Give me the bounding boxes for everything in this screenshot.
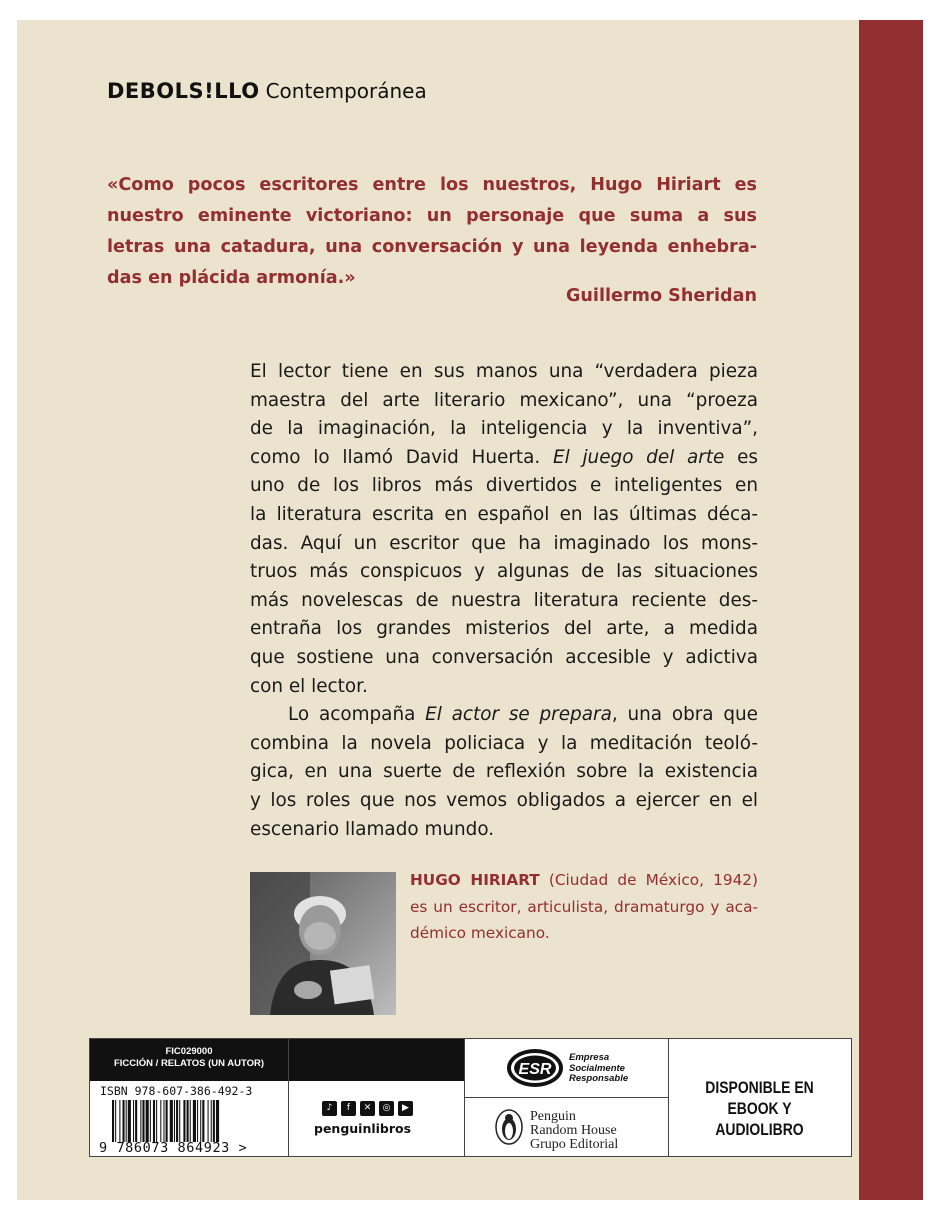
barcode-bar (202, 1100, 204, 1142)
barcode-bar (150, 1100, 151, 1142)
cover-footer (89, 1038, 852, 1157)
blurb-quote (107, 170, 757, 294)
barcode-bar (187, 1100, 189, 1142)
facebook-icon[interactable]: f (341, 1101, 356, 1116)
prh-line: Random House (530, 1123, 617, 1138)
synopsis-line: El lector tiene en sus manos una “verdadera pieza (250, 361, 758, 382)
publisher-logos (465, 1039, 669, 1156)
social-icons (322, 1101, 413, 1116)
barcode-bar (197, 1100, 198, 1142)
barcode-bar (128, 1100, 131, 1142)
collection-name: Contemporánea (265, 79, 427, 103)
youtube-icon[interactable]: ▶ (398, 1101, 413, 1116)
publisher-logo: DEBOLS!LLO (107, 79, 260, 103)
quote-line: das en plácida armonía.» (107, 268, 356, 288)
prh-wordmark (530, 1110, 618, 1152)
quote-author: Guillermo Sheridan (565, 286, 757, 306)
barcode-bar (160, 1100, 161, 1142)
quote-line: «Como pocos escritores entre los nuestros, Hugo Hiriart es (107, 175, 757, 195)
synopsis-line: que sostiene una conversación accesible y adictiva (250, 646, 758, 668)
barcode-bar (133, 1100, 134, 1142)
barcode-bar (200, 1100, 201, 1142)
isbn-text: ISBN 978-607-386-492-3 (100, 1084, 253, 1098)
author-name: HUGO HIRIART (410, 871, 540, 889)
barcode-bar (123, 1100, 125, 1142)
synopsis-text: es (724, 446, 759, 468)
book-title-italic: El actor se prepara (425, 704, 612, 726)
synopsis-line: la literatura escrita en español en las últimas déca- (250, 503, 758, 525)
barcode-bar (156, 1100, 157, 1142)
barcode-bar (179, 1100, 180, 1142)
quote-line: nuestro eminente victoriano: un personaje que suma a sus (107, 206, 757, 226)
barcode-bar (176, 1100, 178, 1142)
esr-line: Responsable (569, 1073, 629, 1084)
x-icon[interactable]: ✕ (360, 1101, 375, 1116)
category-label: FICCIÓN / RELATOS (UN AUTOR) (113, 1058, 265, 1069)
barcode-bar (126, 1100, 127, 1142)
barcode-bar (166, 1100, 168, 1142)
esr-line: Empresa (569, 1052, 610, 1063)
instagram-icon[interactable]: ◎ (379, 1101, 394, 1116)
synopsis-text: como lo llamó David Huerta. (250, 446, 553, 468)
barcode-bar (211, 1100, 212, 1142)
barcode-bar (142, 1100, 144, 1142)
quote-line: letras una catadura, una conversación y una leyenda enhebra- (107, 237, 757, 257)
esr-logo-icon (505, 1047, 565, 1089)
barcode-bar (163, 1100, 164, 1142)
availability-note (685, 1077, 833, 1140)
barcode-bar (115, 1100, 116, 1142)
synopsis-line: entraña los grandes misterios del arte, a medida (250, 618, 758, 640)
esr-label (569, 1053, 628, 1085)
category-code: FIC029000 (165, 1046, 213, 1057)
barcode-bar (153, 1100, 155, 1142)
spine-strip (859, 20, 923, 1200)
prh-line: Penguin (530, 1109, 576, 1124)
social-block (289, 1039, 465, 1156)
synopsis-line: truos más conspicuos y algunas de las situaciones (250, 561, 758, 583)
publisher-header (107, 79, 427, 103)
barcode-bar (216, 1100, 219, 1142)
barcode-bar (193, 1100, 196, 1142)
synopsis-line: uno de los libros más divertidos e inteligentes en (250, 475, 758, 497)
barcode-bar (135, 1100, 137, 1142)
book-title-italic: El juego del arte (552, 446, 725, 468)
social-header-bar (289, 1039, 464, 1081)
availability-block (669, 1039, 851, 1156)
penguin-logo-icon (495, 1109, 523, 1145)
barcode-bar (112, 1100, 114, 1142)
synopsis-line: con el lector. (250, 675, 368, 697)
synopsis-line: gica, en una suerte de reflexión sobre la existencia (250, 761, 758, 783)
synopsis-line: combina la novela policiaca y la meditación teoló- (250, 732, 758, 754)
bio-line: démico mexicano. (410, 924, 550, 943)
synopsis-text: , una obra que (611, 704, 758, 726)
barcode-block (90, 1039, 289, 1156)
barcode-bar (146, 1100, 149, 1142)
synopsis-text: Lo acompaña (288, 704, 426, 726)
barcode-bar (140, 1100, 141, 1142)
barcode-bar (119, 1100, 120, 1142)
barcode-bar (190, 1100, 191, 1142)
prh-line: Grupo Editorial (530, 1137, 619, 1152)
synopsis-line (250, 444, 758, 473)
tiktok-icon[interactable]: ♪ (322, 1101, 337, 1116)
synopsis-line: maestra del arte literario mexicano”, una “proeza (250, 389, 758, 411)
esr-block (465, 1039, 668, 1098)
author-photo (250, 872, 396, 1015)
barcode-bar (208, 1100, 209, 1142)
synopsis-line (250, 701, 758, 730)
social-handle[interactable]: penguinlibros (314, 1121, 412, 1136)
esr-line: Socialmente (569, 1062, 625, 1074)
barcode-bar (174, 1100, 175, 1142)
bio-text: (Ciudad de México, 1942) (539, 871, 759, 889)
esr-logo-text: ESR (518, 1061, 552, 1078)
barcode-bar (183, 1100, 185, 1142)
bio-line (410, 867, 758, 894)
synopsis-line: escenario llamado mundo. (250, 818, 495, 840)
author-bio (410, 867, 758, 947)
synopsis-line: más novelescas de nuestra literatura reciente des- (250, 589, 758, 611)
barcode-bar (213, 1100, 215, 1142)
category-box (90, 1039, 288, 1081)
barcode-bar (170, 1100, 173, 1142)
synopsis-line: das. Aquí un escritor que ha imaginado los mons- (250, 532, 758, 554)
barcode (112, 1100, 280, 1142)
availability-line: DISPONIBLE EN (705, 1078, 814, 1097)
bio-line: es un escritor, articulista, dramaturgo y aca- (410, 897, 758, 916)
ean-number: 9 786073 864923 > (99, 1140, 248, 1156)
synopsis-line: de la imaginación, la inteligencia y la inventiva”, (250, 418, 758, 440)
synopsis-line: y los roles que nos vemos obligados a ejercer en el (250, 789, 758, 811)
synopsis (250, 358, 758, 844)
availability-line: EBOOK Y AUDIOLIBRO (715, 1099, 804, 1139)
